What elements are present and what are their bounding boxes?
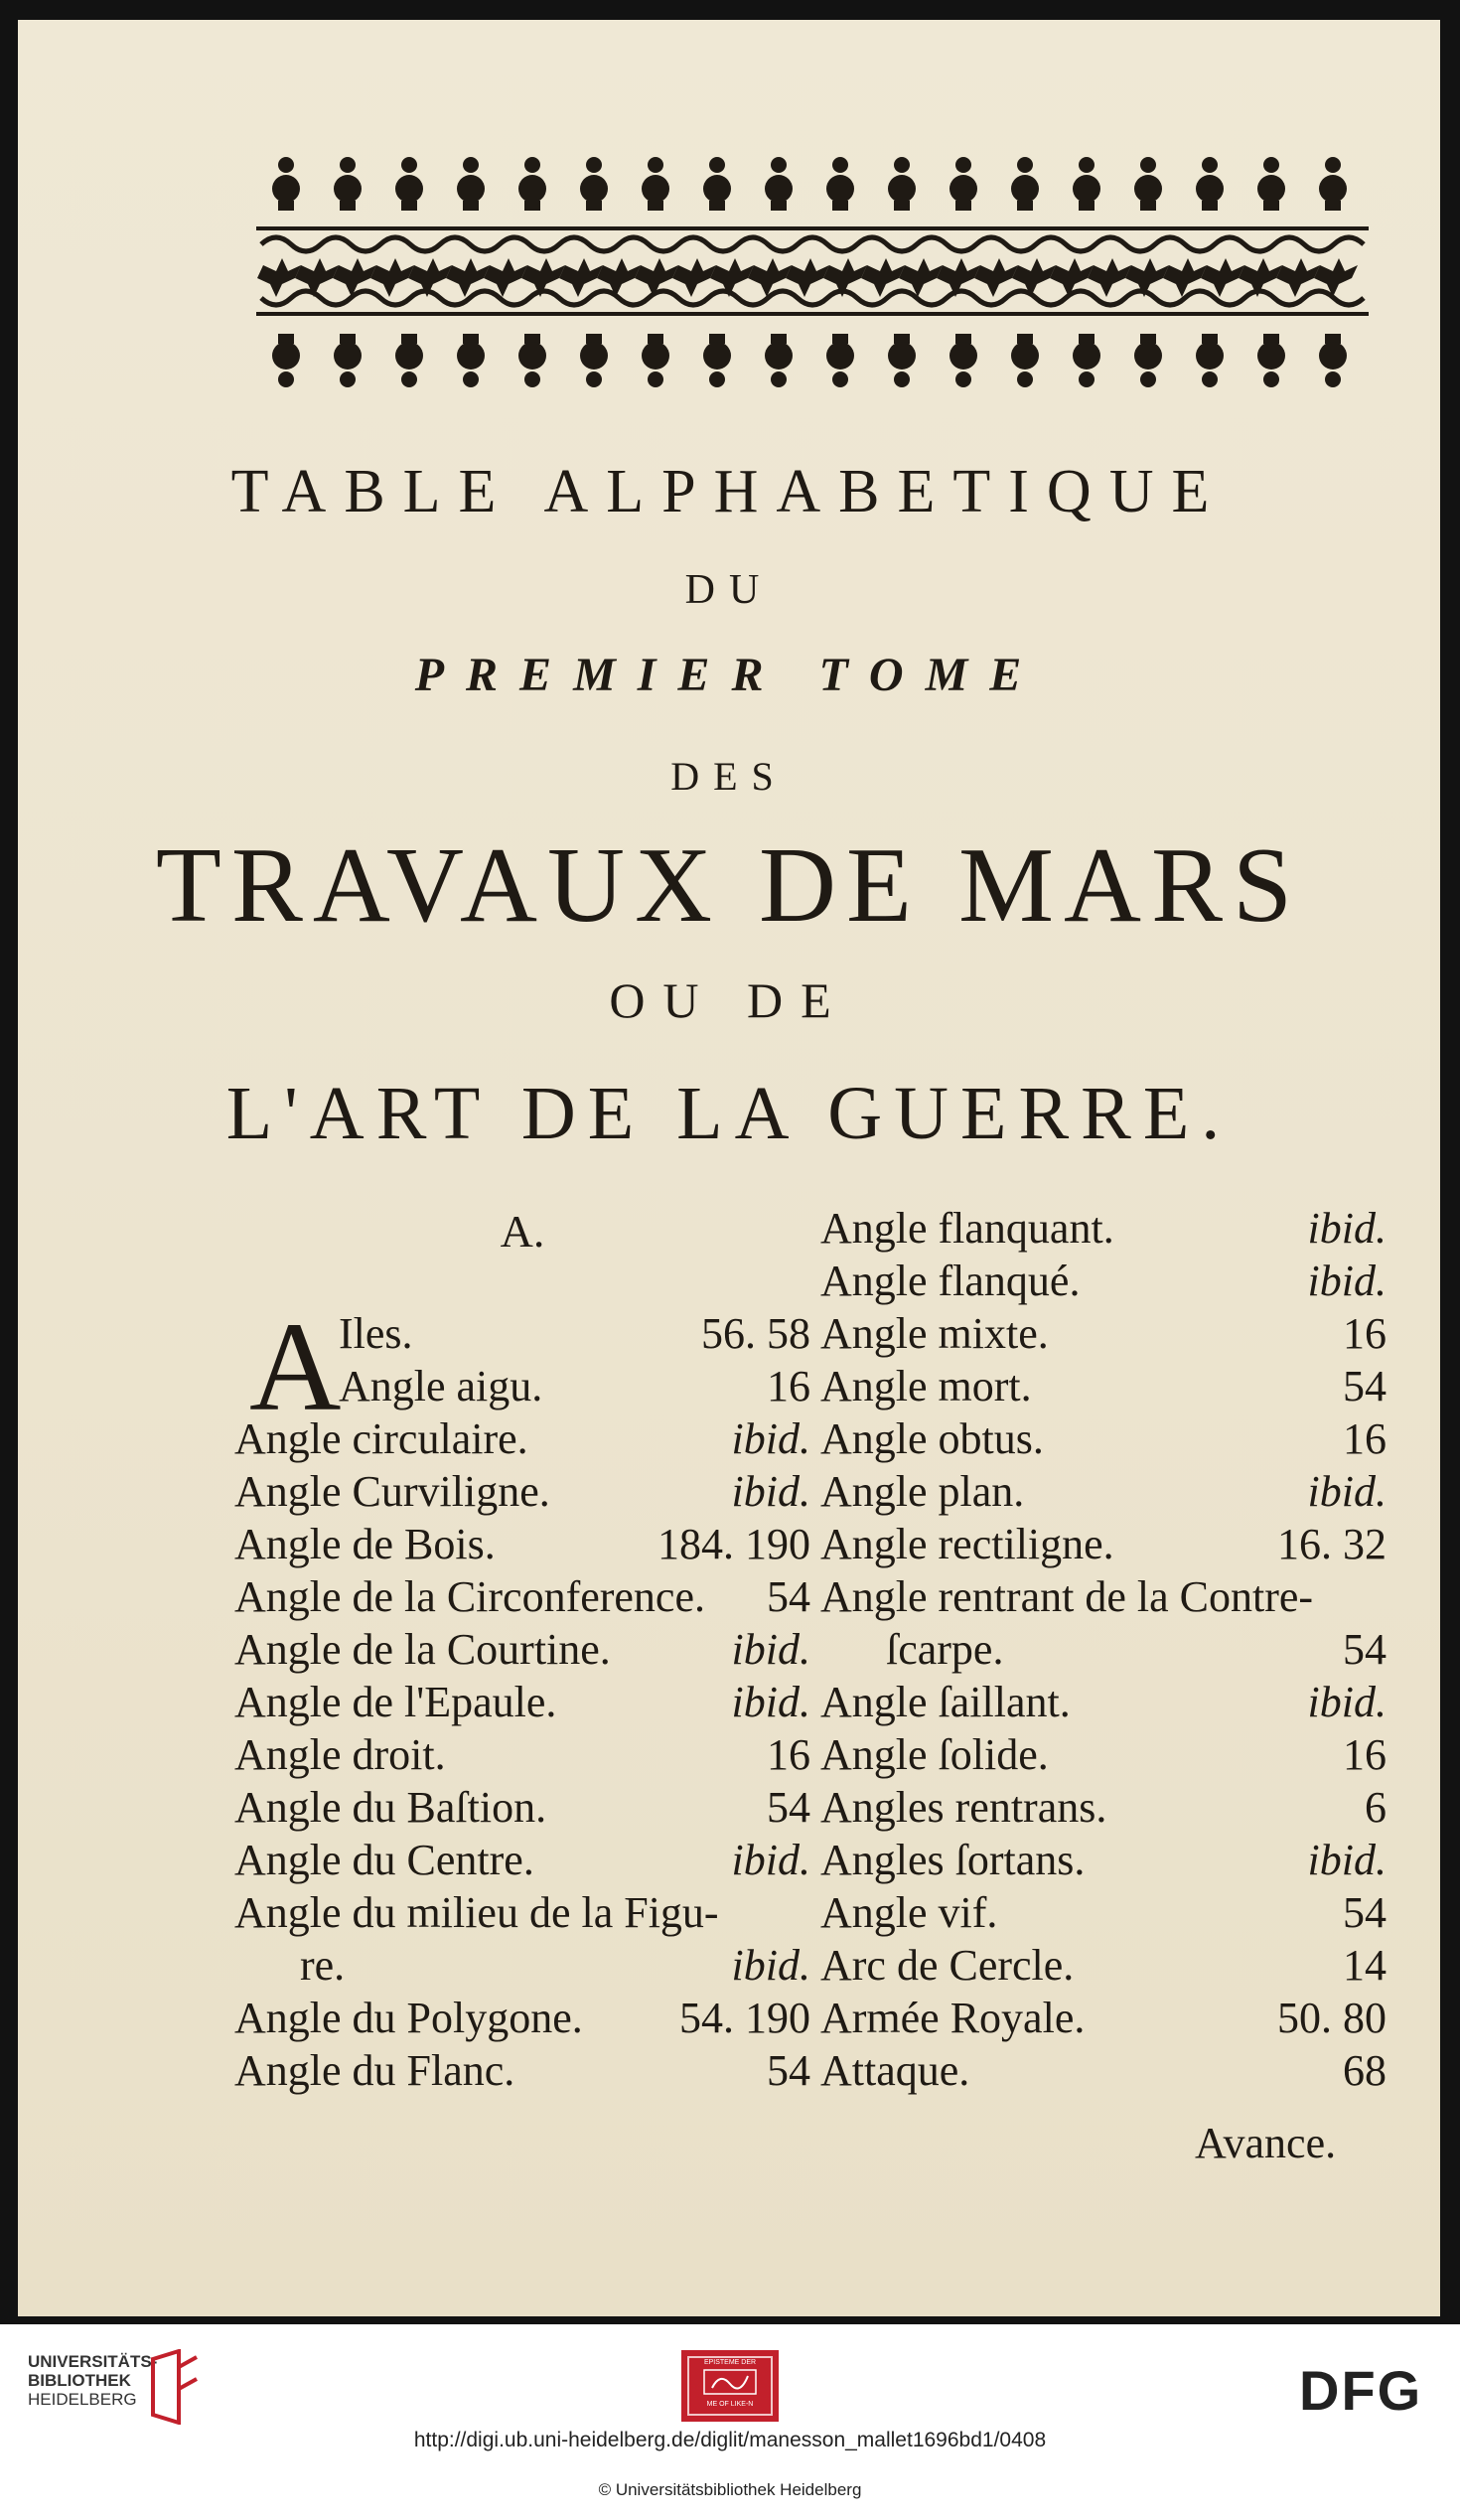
index-page-ref: ibid. [1307,1204,1387,1253]
index-term: Angle du Baſtion. [234,1783,547,1832]
index-term: Angle droit. [234,1730,446,1779]
index-page-ref: 184. 190 [657,1520,810,1568]
library-name-line-1: UNIVERSITÄTS- [28,2352,158,2371]
index-term: Angle ſolide. [820,1730,1049,1779]
index-page-ref: 54 [767,1572,810,1621]
index-page-ref: ibid. [731,1414,810,1463]
title-line-4: DES [670,754,788,799]
index-entry [234,1992,810,2044]
index-term: Angles ſortans. [820,1836,1086,1884]
index-term: Angle mixte. [820,1309,1049,1358]
section-letter: A. [500,1206,545,1257]
title-line-7: L'ART DE LA GUERRE. [225,1072,1233,1155]
index-entry [234,1781,810,1834]
index-entry [820,1781,1387,1834]
index-entry [820,1307,1387,1360]
index-term: Angle aigu. [339,1362,543,1410]
index-page-ref: ibid. [1307,1836,1387,1884]
library-name-line-3: HEIDELBERG [28,2390,137,2409]
index-entry [820,1465,1387,1518]
index-term: Iles. [339,1309,413,1358]
index-term: Angle vif. [820,1888,998,1937]
index-term: Angle de l'Epaule. [234,1678,557,1726]
index-entry [820,1570,1387,1623]
index-term: Angles rentrans. [820,1783,1107,1832]
index-term: Angle Curviligne. [234,1467,550,1516]
catchword: Avance. [1195,2119,1337,2167]
index-entry [820,1412,1387,1465]
index-entry [820,1992,1387,2044]
library-mark-icon [149,2349,201,2425]
index-term: Angle de la Courtine. [234,1625,611,1674]
index-entry [820,1623,1387,1676]
index-entry [820,1518,1387,1570]
index-page-ref: 68 [1343,2046,1387,2095]
index-entry [234,1465,810,1518]
index-term: Angle flanquant. [820,1204,1114,1253]
copyright-notice: © Universitätsbibliothek Heidelberg [598,2480,862,2499]
index-term: ſcarpe. [886,1625,1004,1674]
decorative-header-ornament [256,149,1388,397]
title-line-6: OU DE [609,972,849,1028]
index-page-ref: 16 [767,1730,810,1779]
index-entry [234,1412,810,1465]
index-entry [820,1360,1387,1412]
index-entry [234,1939,810,1992]
index-term: Angle circulaire. [234,1414,528,1463]
index-term: Angle obtus. [820,1414,1044,1463]
index-page-ref: ibid. [731,1467,810,1516]
title-line-3: PREMIER TOME [414,649,1044,701]
index-page-ref: 16 [1343,1309,1387,1358]
index-entry [234,1676,810,1728]
index-term: Angle du milieu de la Figu- [234,1888,719,1937]
index-entry [234,1518,810,1570]
index-page-ref: 54 [767,2046,810,2095]
title-line-2: DU [684,567,774,613]
index-entry [234,1360,810,1412]
index-entry [820,1728,1387,1781]
index-term: Angle ſaillant. [820,1678,1071,1726]
index-page-ref: 16 [1343,1414,1387,1463]
index-entry [820,1202,1387,1255]
index-entry [820,1939,1387,1992]
index-column-right [820,1202,1387,2097]
index-term: Angle du Centre. [234,1836,534,1884]
title-line-1: TABLE ALPHABETIQUE [230,458,1228,525]
library-name-line-2: BIBLIOTHEK [28,2371,131,2390]
index-term: Angle rentrant de la Contre- [820,1572,1314,1621]
index-entry [234,2044,810,2097]
index-entry [234,1728,810,1781]
index-page-ref: ibid. [1307,1678,1387,1726]
index-term: Angle rectiligne. [820,1520,1114,1568]
index-page-ref: ibid. [1307,1467,1387,1516]
index-term: Angle plan. [820,1467,1025,1516]
index-page-ref: 14 [1343,1941,1387,1990]
permalink-url[interactable]: http://digi.ub.uni-heidelberg.de/diglit/manesson_mallet1696bd1/0408 [413,2429,1047,2451]
index-term: Angle flanqué. [820,1257,1081,1305]
index-entry [234,1570,810,1623]
epistemata-emblem-icon [700,2368,760,2396]
index-entry [234,1834,810,1886]
dfg-logo[interactable]: DFG [1299,2359,1423,2422]
index-entry [820,1886,1387,1939]
index-page-ref: 50. 80 [1277,1994,1387,2042]
index-term: Armée Royale. [820,1994,1086,2042]
index-page-ref: 54 [1343,1362,1387,1410]
index-entry [820,1834,1387,1886]
index-term: Angle mort. [820,1362,1032,1410]
index-page-ref: ibid. [731,1678,810,1726]
index-page-ref: 54 [1343,1888,1387,1937]
index-entry [820,1255,1387,1307]
index-term: Arc de Cercle. [820,1941,1075,1990]
index-term: Angle du Flanc. [234,2046,515,2095]
epistemata-logo[interactable] [681,2350,779,2422]
index-term: Angle de Bois. [234,1520,496,1568]
book-page [18,20,1440,2316]
index-page-ref: 16. 32 [1277,1520,1387,1568]
index-entry [234,1886,810,1939]
index-term: Angle du Polygone. [234,1994,583,2042]
index-page-ref: 54 [767,1783,810,1832]
index-entry [234,1623,810,1676]
index-page-ref: 16 [767,1362,810,1410]
index-page-ref: ibid. [1307,1257,1387,1305]
epistemata-text-top: EPISTEME DER [703,2359,757,2366]
title-main: TRAVAUX DE MARS [155,826,1303,945]
index-page-ref: ibid. [731,1836,810,1884]
index-term: Attaque. [820,2046,970,2095]
index-page-ref: 56. 58 [701,1309,810,1358]
index-column-left [234,1202,810,2097]
index-entry [234,1307,810,1360]
index-page-ref: ibid. [731,1941,810,1990]
index-page-ref: 54 [1343,1625,1387,1674]
index-page-ref: ibid. [731,1625,810,1674]
index-page-ref: 54. 190 [679,1994,810,2042]
index-entry [820,1676,1387,1728]
index-term: Angle de la Circonference. [234,1572,705,1621]
dropcap: A [249,1296,342,1437]
index-page-ref: 6 [1365,1783,1387,1832]
index-page-ref: 16 [1343,1730,1387,1779]
epistemata-text-bottom: ME OF LIKE-N [706,2401,754,2408]
index-entry [820,2044,1387,2097]
index-term: re. [300,1941,346,1990]
